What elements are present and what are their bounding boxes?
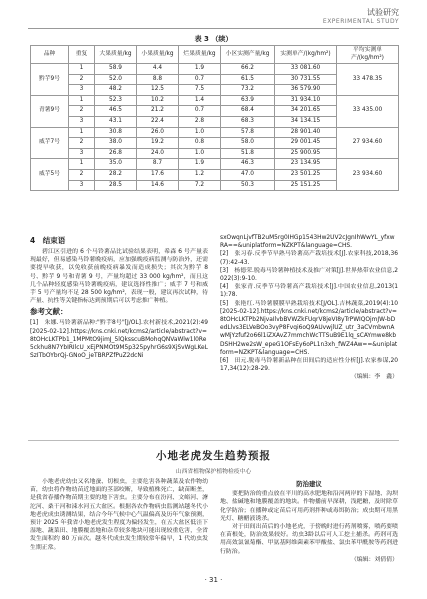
control-advice-paragraph-1: 要把防治的重点放在平川的高水肥地和沿河两岸的下湿地、沟坝地、盐碱地和地膜覆盖的地块。作物播前早深耕，浅耙耱，及时除草化学防治；在播种或定苗后可用药剂拌种或毒饵防治；成虫期可用黑光灯、糖醋液诱杀。 xyxy=(220,491,398,522)
yield-table xyxy=(30,45,399,191)
avg-cell: 27 934.60 xyxy=(337,127,399,159)
avg-cell: 33 478.35 xyxy=(337,64,399,96)
header-cn: 试验研究 xyxy=(367,8,399,17)
table-row: 威芋5号 1 35.0 8.7 1.9 46.3 23 134.95 23 934.60 xyxy=(31,159,399,170)
reference-4: [4] 张家青.反季节马铃薯高产栽培技术[J].中国农业信息,2013(11):78. xyxy=(220,284,398,299)
table-row: 黔芋9号 1 58.9 4.4 1.9 66.2 33 081.60 33 478.35 xyxy=(31,64,399,75)
page-number: · 31 · xyxy=(204,576,223,584)
article-paragraph: 小地老虎幼虫又名地蚕、切根虫，主要危害各种蔬菜及农作物幼苗，幼虫将作物幼苗近地面的茎部咬断，导致植株死亡，缺苗断垄，是我省春播作物苗期主要的地下害虫。主要分布在汾河、文峪河、滹沱河、桑干河和涑水河五大盆区。根据各农作物病虫监测站越冬代小地老虎成虫诱测结果，结合今年气候中心气温偏高及历年气象预测，预计 2025 年我省小地老虎发生程度为偏轻发生，在五大盆区低洼下湿地、蔬菜田、地膜覆盖地和杂草较多地块可能出现较重危害，全省发生面积约 80 万亩次。越冬代成虫发生期较常年偏早，1 代幼虫发生期正常。 xyxy=(30,479,208,551)
article-divider xyxy=(28,440,399,441)
article-left-column xyxy=(30,478,208,552)
table-row: 3 43.1 22.4 2.8 68.3 34 134.15 xyxy=(31,116,399,127)
th-rotten: 烂果质量/kg xyxy=(179,46,221,64)
header-divider xyxy=(28,28,399,29)
table-row: 2 28.2 17.6 1.2 47.0 23 501.25 xyxy=(31,169,399,180)
th-avg-yield: 平均实测单产/(kg/hm²) xyxy=(337,46,399,64)
table-row: 3 48.2 12.5 7.5 73.2 36 579.90 xyxy=(31,85,399,96)
header-en: EXPERIMENTAL STUDY xyxy=(322,18,399,25)
table-row: 2 46.5 21.2 0.7 68.4 34 201.65 xyxy=(31,106,399,117)
control-advice-paragraph-2: 对于田间出苗后的小地老虎，于傍晚时进行药剂喷雾，喷药要喷在苗根处，防治效果较好。幼虫3龄以后可人工挖土捕杀。药剂可选用高效氯氰菊酯、甲氨基阿维菌素苯甲酸盐、氯虫苯甲酰胺等药剂进行防治。 xyxy=(220,524,398,555)
table-row: 威芋7号 1 30.8 26.0 1.0 57.8 28 901.40 27 934.60 xyxy=(31,127,399,138)
reference-2: [2] 张习春.反季节早熟马铃薯高产栽培技术[J].农家科技,2018,36(7):42-43. xyxy=(220,251,398,266)
table-row: 3 26.8 24.0 1.0 51.8 25 900.95 xyxy=(31,148,399,159)
control-advice-title: 防治建议 xyxy=(296,480,322,488)
table-header-row xyxy=(31,46,399,64)
th-plot-yield: 小区实测产量/kg xyxy=(221,46,275,64)
th-rep: 重复 xyxy=(69,46,95,64)
variety-cell: 黔芋9号 xyxy=(31,64,69,96)
references-title: 参考文献： xyxy=(30,307,68,317)
th-small: 小果质量/kg xyxy=(137,46,179,64)
table-row: 青薯9号 1 52.3 10.2 1.4 63.9 31 934.10 33 435.00 xyxy=(31,95,399,106)
reference-6: [6] 田元.脱毒马铃薯新品种在田间后的适应性分析[J].农家参谋,2017,34(12):28-29. xyxy=(220,358,398,373)
article-title: 小地老虎发生趋势预报 xyxy=(156,450,271,462)
th-unit-yield: 实测单产/(kg/hm²) xyxy=(275,46,337,64)
right-column xyxy=(220,234,398,382)
reference-3: [3] 杨德荣.脱毒马铃薯种植技术及推广对策[J].世界热带农业信息,2022(3):9-10. xyxy=(220,267,398,283)
table-row: 2 52.0 8.8 0.7 61.5 30 731.55 xyxy=(31,74,399,85)
article-organization: 山西省植物保护植物检疫中心 xyxy=(175,469,252,475)
left-column xyxy=(30,234,208,360)
variety-cell: 威芋7号 xyxy=(31,127,69,159)
reference-5: [5] 张艳红.马铃薯膜膜早熟栽培技术[J/OL].吉林蔬菜,2019(4):10[2025-02-12].https://kns.cnki.net/kcms2/article/abstract?v=8tOHcLKTPb2NjvaIlvbBVWZkFUqrV8jeVI8yTrPWIQOjmJW-bDedLlvs3ELVeBOo3vyP8Fvqi6oQ9AUvwjlUZ_utr_3aCVmbwnAwMjYzfuf2o66l1iZXAvZ7mmchWcTTSuB9E1lq_sCAYmwe8kbDSHH2we2sW_epeG1OFsEy6oPL1n3xh_fWZ4Aw==&uniplatform=NZKPT&language=CHS. xyxy=(220,300,398,356)
table-caption: 表 3 （续） xyxy=(194,35,233,43)
avg-cell: 33 435.00 xyxy=(337,95,399,127)
variety-cell: 青薯9号 xyxy=(31,95,69,127)
variety-cell: 威芋5号 xyxy=(31,159,69,191)
reference-1-continued: sxOwqnLjvfTB2uM5rg0IHGp1543Hw2UV2cJgnIhWwYL_yfxwRA==&uniplatform=NZKPT&language=CHS. xyxy=(220,235,395,250)
reference-1: [1] 朱娜.马铃薯新品种:"黔芋8号"[J/OL].农村新技术,2021(2):49[2025-02-12].https://kns.cnki.net/kcms2/article/abstract?v=8tOHcLKTPb1_1MPMtO9jimJ_5lQksscuBMohqQNVaWlw1l0Re5ckhu8N7YbIRIlcU_xEjPNMOt9M5p325pyhrG6s9XjSvWgLKeLSzITbOYbrQj-GNoO_jeTBRPZfPuZ2dcNi xyxy=(30,320,208,360)
avg-cell: 23 934.60 xyxy=(337,159,399,191)
table-row: 2 38.0 19.2 0.8 58.0 29 001.45 xyxy=(31,138,399,149)
editor-credit-1: （编辑：李 鑫） xyxy=(350,374,398,381)
table-row: 3 28.5 14.6 7.2 50.3 25 151.25 xyxy=(31,180,399,191)
editor-credit-2: （编辑：刘倩倩） xyxy=(350,556,398,563)
running-header xyxy=(323,8,399,26)
article-right-column xyxy=(220,478,398,564)
section-title-conclusion: 4 结束语 xyxy=(30,236,66,245)
th-large: 大果质量/kg xyxy=(95,46,137,64)
th-variety: 品种 xyxy=(31,46,69,64)
conclusion-paragraph: 碧江区引进的 6 个马铃薯品比试验结果表明，希森 6 号产量表现最好，但易感染马铃薯晚疫病，应加强晚疫病监测与防治外，还需要提早收获，以免收获前晚疫病暴发而造成损失；其次为黔芋 8 号、黔芋 9 号和青薯 9 号，产量均超过 33 000 kg/hm²，而且这几个品种轻度感染马铃薯晚疫病，建议选择性推广；威芋 7 号和威芋 5 号产量均不足 28 500 kg/hm²，表现一般，建议再次试种，待产量、抗性等关键指标达到预期后可以考虑推广种植。 xyxy=(30,249,208,305)
